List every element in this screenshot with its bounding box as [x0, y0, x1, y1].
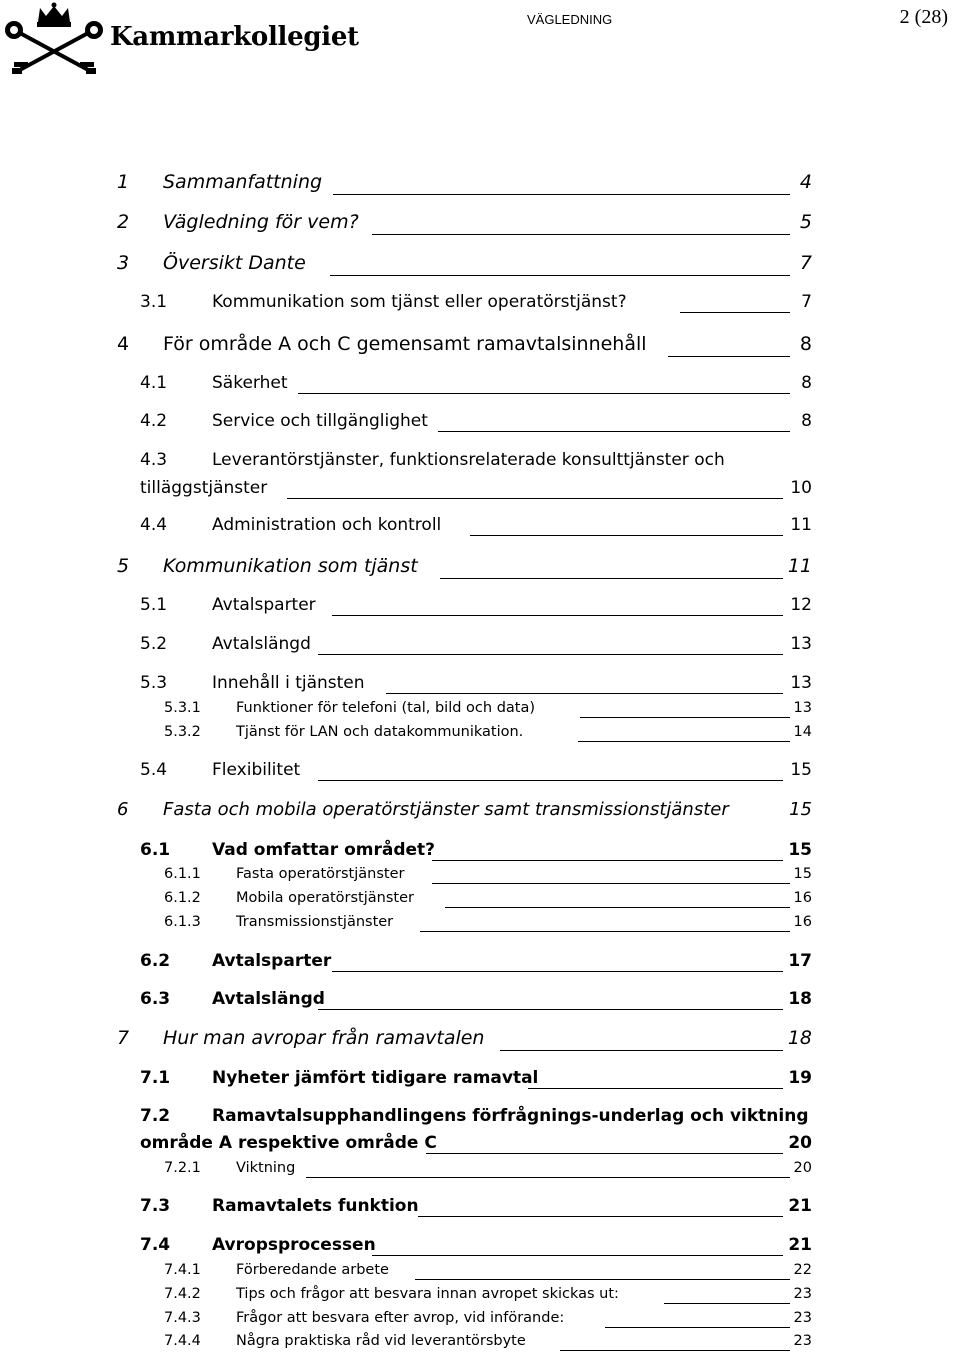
toc-entry-number: 5.3 [140, 673, 168, 693]
dot-leader [426, 1153, 783, 1154]
toc-entry-page: 15 [793, 866, 812, 882]
toc-entry-number: 6.1.3 [164, 914, 201, 930]
toc-entry-page: 15 [788, 840, 812, 860]
toc-entry-number: 7 [117, 1027, 130, 1049]
toc-entry-page: 8 [801, 411, 812, 431]
dot-leader [668, 356, 790, 357]
toc-entry-number: 4.4 [140, 515, 168, 535]
toc-entry-number: 1 [117, 171, 130, 193]
toc-entry-title: Ramavtalets funktion [212, 1196, 419, 1216]
page-number: 2 (28) [899, 6, 948, 28]
dot-leader [500, 1050, 783, 1051]
toc-entry-title: Sammanfattning [163, 171, 323, 193]
toc-entry-number: 7.4.2 [164, 1286, 201, 1302]
toc-entry-title-continued: tilläggstjänster [140, 478, 268, 498]
toc-entry-number: 4.1 [140, 373, 168, 393]
toc-entry-number: 4 [117, 333, 130, 355]
dot-leader [432, 883, 790, 884]
toc-entry-page: 13 [793, 700, 812, 716]
toc-entry-title: Avtalsparter [212, 595, 316, 615]
toc-entry-page: 23 [793, 1310, 812, 1326]
dot-leader [440, 578, 783, 579]
toc-entry-title: Vägledning för vem? [163, 211, 359, 233]
dot-leader [372, 234, 790, 235]
toc-entry-number: 4.2 [140, 411, 168, 431]
toc-entry-title: Avropsprocessen [212, 1235, 376, 1255]
toc-entry-title: Avtalslängd [212, 989, 325, 1009]
toc-entry-number: 6 [117, 799, 129, 820]
dot-leader [420, 931, 790, 932]
toc-entry-title: Avtalsparter [212, 951, 332, 971]
toc-entry-title: Kommunikation som tjänst eller operatörstjänst? [212, 292, 627, 312]
dot-leader [318, 1009, 783, 1010]
document-type-label: VÄGLEDNING [527, 12, 613, 27]
toc-entry-page: 18 [787, 1027, 812, 1049]
toc-entry-number: 5.1 [140, 595, 168, 615]
toc-entry-page: 14 [793, 724, 812, 740]
toc-entry-page: 16 [793, 914, 812, 930]
toc-entry-title: För område A och C gemensamt ramavtalsinnehåll [163, 333, 647, 355]
toc-entry-page: 15 [789, 799, 812, 820]
dot-leader [332, 615, 783, 616]
toc-entry-page: 18 [788, 989, 812, 1009]
dot-leader [445, 907, 790, 908]
toc-entry-4-3[interactable] [0, 450, 960, 506]
toc-entry-page: 13 [790, 634, 812, 654]
dot-leader [605, 1327, 790, 1328]
toc-entry-page: 23 [793, 1286, 812, 1302]
toc-entry-page: 17 [788, 951, 812, 971]
dot-leader [415, 1279, 790, 1280]
toc-entry-page: 7 [799, 252, 812, 274]
toc-entry-number: 3.1 [140, 292, 168, 312]
toc-entry-number: 6.1 [140, 840, 171, 860]
dot-leader [680, 312, 790, 313]
dot-leader [372, 1255, 783, 1256]
dot-leader [333, 194, 790, 195]
toc-entry-title: Tjänst för LAN och datakommunikation. [236, 724, 524, 740]
dot-leader [528, 1088, 783, 1089]
toc-entry-title: Hur man avropar från ramavtalen [163, 1027, 485, 1049]
toc-entry-title: Förberedande arbete [236, 1262, 389, 1278]
toc-entry-page: 11 [787, 555, 812, 577]
toc-entry-7-2[interactable] [0, 1106, 960, 1162]
dot-leader [330, 275, 790, 276]
toc-entry-number: 7.4 [140, 1235, 171, 1255]
dot-leader [298, 393, 790, 394]
dot-leader [306, 1177, 790, 1178]
toc-entry-number: 5.3.1 [164, 700, 201, 716]
toc-entry-title: Viktning [236, 1160, 296, 1176]
toc-entry-title: Ramavtalsupphandlingens förfrågnings-underlag och viktning [212, 1106, 809, 1126]
toc-entry-page: 22 [793, 1262, 812, 1278]
toc-entry-page: 23 [793, 1333, 812, 1349]
dot-leader [580, 717, 790, 718]
toc-entry-page: 11 [790, 515, 812, 535]
toc-entry-page: 12 [790, 595, 812, 615]
toc-entry-number: 6.3 [140, 989, 171, 1009]
dot-leader [332, 971, 783, 972]
toc-entry-number: 5 [117, 555, 130, 577]
toc-entry-title: Tips och frågor att besvara innan avropet skickas ut: [236, 1286, 619, 1302]
toc-entry-page: 4 [799, 171, 812, 193]
toc-entry-page: 5 [799, 211, 812, 233]
toc-entry-number: 7.4.4 [164, 1333, 201, 1349]
toc-entry-number: 3 [117, 252, 130, 274]
toc-entry-title: Administration och kontroll [212, 515, 442, 535]
toc-entry-title: Innehåll i tjänsten [212, 673, 365, 693]
toc-entry-page: 20 [788, 1133, 812, 1153]
organization-name: Kammarkollegiet [110, 22, 359, 52]
toc-entry-title: Avtalslängd [212, 634, 311, 654]
toc-entry-number: 6.1.2 [164, 890, 201, 906]
toc-entry-page: 10 [790, 478, 812, 498]
toc-entry-page: 15 [790, 760, 812, 780]
toc-entry-title: Transmissionstjänster [236, 914, 394, 930]
toc-entry-number: 5.4 [140, 760, 168, 780]
toc-entry-number: 7.2.1 [164, 1160, 201, 1176]
toc-entry-number: 6.1.1 [164, 866, 201, 882]
toc-entry-title: Funktioner för telefoni (tal, bild och data) [236, 700, 536, 716]
toc-entry-title: Kommunikation som tjänst [163, 555, 418, 577]
toc-entry-number: 5.2 [140, 634, 168, 654]
toc-entry-title: Frågor att besvara efter avrop, vid införande: [236, 1310, 565, 1326]
dot-leader [432, 860, 783, 861]
toc-entry-page: 8 [801, 373, 812, 393]
toc-entry-title: Säkerhet [212, 373, 288, 393]
toc-entry-title: Nyheter jämfört tidigare ramavtal [212, 1068, 539, 1088]
dot-leader [470, 535, 783, 536]
toc-entry-number: 4.3 [140, 450, 168, 470]
dot-leader [287, 498, 783, 499]
dot-leader [438, 431, 790, 432]
dot-leader [578, 741, 790, 742]
dot-leader [560, 1350, 790, 1351]
toc-entry-page: 13 [790, 673, 812, 693]
toc-entry-number: 6.2 [140, 951, 171, 971]
toc-entry-title: Fasta och mobila operatörstjänster samt transmissionstjänster [163, 799, 729, 820]
dot-leader [386, 693, 783, 694]
toc-entry-title: Fasta operatörstjänster [236, 866, 405, 882]
toc-entry-number: 7.4.1 [164, 1262, 201, 1278]
toc-entry-page: 20 [793, 1160, 812, 1176]
toc-entry-number: 2 [117, 211, 130, 233]
toc-entry-title: Service och tillgänglighet [212, 411, 428, 431]
toc-entry-number: 5.3.2 [164, 724, 201, 740]
toc-entry-page: 21 [788, 1196, 812, 1216]
toc-entry-title: Vad omfattar området? [212, 840, 436, 860]
dot-leader [418, 1216, 783, 1217]
toc-entry-page: 8 [799, 333, 812, 355]
toc-entry-number: 7.4.3 [164, 1310, 201, 1326]
dot-leader [318, 654, 783, 655]
toc-entry-title: Några praktiska råd vid leverantörsbyte [236, 1333, 526, 1349]
dot-leader [664, 1303, 790, 1304]
toc-entry-number: 7.1 [140, 1068, 171, 1088]
toc-entry-title: Mobila operatörstjänster [236, 890, 414, 906]
toc-entry-number: 7.2 [140, 1106, 171, 1126]
toc-entry-title: Översikt Dante [163, 252, 306, 274]
toc-entry-page: 21 [788, 1235, 812, 1255]
toc-entry-page: 16 [793, 890, 812, 906]
toc-entry-page: 19 [788, 1068, 812, 1088]
dot-leader [318, 780, 783, 781]
toc-entry-number: 7.3 [140, 1196, 171, 1216]
toc-entry-title-continued: område A respektive område C [140, 1133, 437, 1153]
toc-entry-title: Flexibilitet [212, 760, 301, 780]
toc-entry-title: Leverantörstjänster, funktionsrelaterade konsulttjänster och [212, 450, 725, 470]
toc-entry-page: 7 [801, 292, 812, 312]
